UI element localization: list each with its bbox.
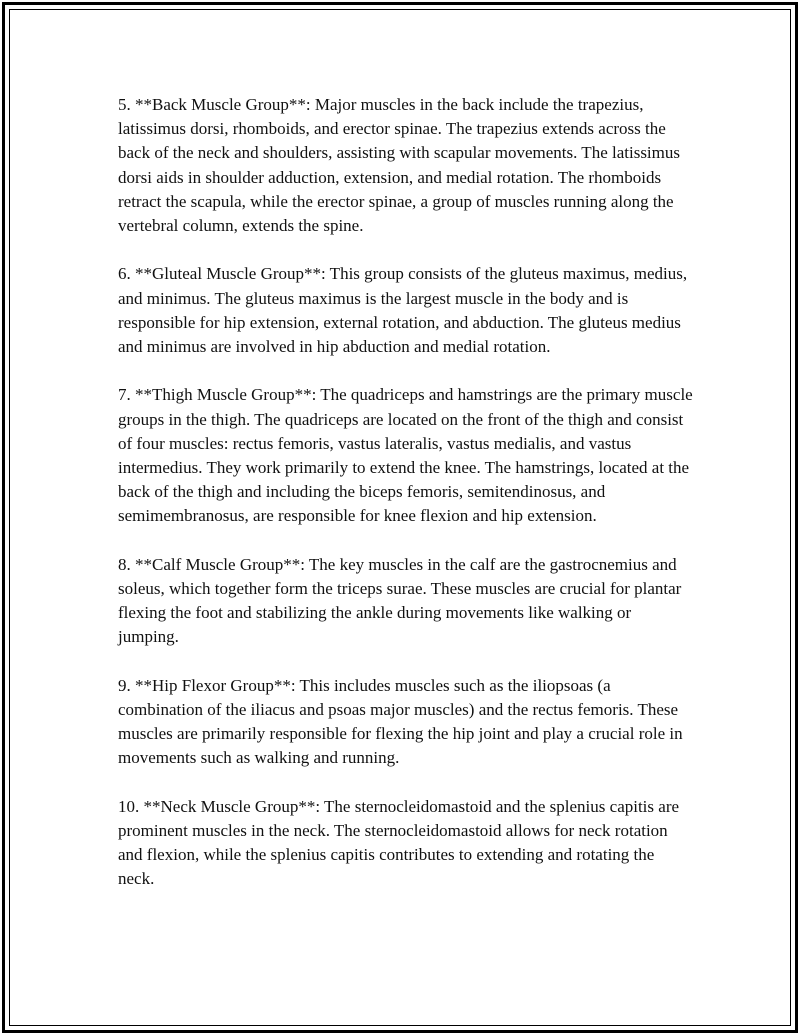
paragraph-calf-muscle-group: 8. **Calf Muscle Group**: The key muscles in the calf are the gastrocnemius and soleus, which together form the triceps surae. These muscles are crucial for plantar flexing the foot and stabilizing the ankle during movements like walking or jumping. (118, 554, 682, 647)
document-body (118, 93, 693, 892)
paragraph-thigh-muscle-group: 7. **Thigh Muscle Group**: The quadriceps and hamstrings are the primary muscle groups in the thigh. The quadriceps are located on the front of the thigh and consist of four muscles: rectus femoris, vastus lateralis, vastus medialis, and vastus intermedius. They work primarily to extend the knee. The hamstrings, located at the back of the thigh and including the biceps femoris, semitendinosus, and semimembranosus, are responsible for knee flexion and hip extension. (118, 385, 693, 526)
paragraph-gluteal-muscle-group: 6. **Gluteal Muscle Group**: This group consists of the gluteus maximus, medius, and minimus. The gluteus maximus is the largest muscle in the body and is responsible for hip extension, external rotation, and abduction. The gluteus medius and minimus are involved in hip abduction and medial rotation. (118, 264, 688, 357)
paragraph-hip-flexor-group: 9. **Hip Flexor Group**: This includes muscles such as the iliopsoas (a combination of the iliacus and psoas major muscles) and the rectus femoris. These muscles are primarily responsible for flexing the hip joint and play a crucial role in movements such as walking and running. (118, 675, 683, 768)
paragraph-neck-muscle-group: 10. **Neck Muscle Group**: The sternocleidomastoid and the splenius capitis are prominent muscles in the neck. The sternocleidomastoid allows for neck rotation and flexion, while the splenius capitis contributes to extending and rotating the neck. (118, 796, 680, 889)
paragraph-back-muscle-group: 5. **Back Muscle Group**: Major muscles in the back include the trapezius, latissimus dorsi, rhomboids, and erector spinae. The trapezius extends across the back of the neck and shoulders, assisting with scapular movements. The latissimus dorsi aids in shoulder adduction, extension, and medial rotation. The rhomboids retract the scapula, while the erector spinae, a group of muscles running along the vertebral column, extends the spine. (118, 95, 680, 236)
